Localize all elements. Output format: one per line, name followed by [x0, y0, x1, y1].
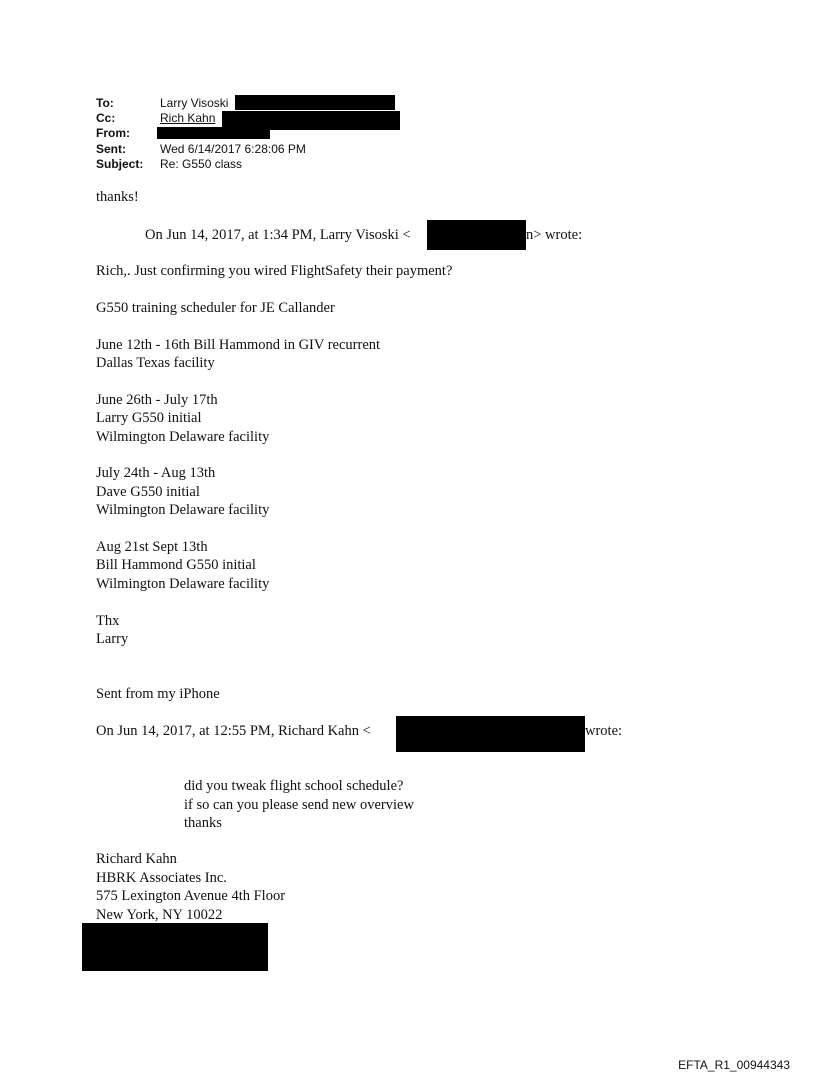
schedule-4-line-3: Wilmington Delaware facility: [96, 576, 270, 592]
reply-text: thanks!: [96, 189, 139, 205]
quote2-line-1: did you tweak flight school schedule?: [184, 778, 404, 794]
schedule-3-line-2: Dave G550 initial: [96, 484, 200, 500]
quote2-line-2: if so can you please send new overview: [184, 797, 414, 813]
quote2-intro-end: wrote:: [585, 723, 623, 739]
quote2-intro-start: On Jun 14, 2017, at 12:55 PM, Richard Kahn <: [96, 723, 371, 739]
signature-company: HBRK Associates Inc.: [96, 870, 227, 886]
to-label: To:: [96, 96, 114, 110]
schedule-4-line-1: Aug 21st Sept 13th: [96, 539, 208, 555]
subject-label: Subject:: [96, 156, 144, 171]
quote1-intro-end: n> wrote:: [526, 227, 583, 243]
schedule-4-line-2: Bill Hammond G550 initial: [96, 557, 256, 573]
thx-text: Thx: [96, 613, 120, 629]
redaction-quote1-email: [427, 220, 526, 250]
cc-label: Cc:: [96, 111, 116, 126]
to-value: Larry Visoski: [160, 96, 229, 110]
schedule-3-line-1: July 24th - Aug 13th: [96, 465, 216, 481]
cc-value[interactable]: Rich Kahn: [160, 111, 216, 126]
from-label: From:: [96, 126, 130, 141]
redaction-quote2-email: [396, 716, 585, 752]
schedule-2-line-1: June 26th - July 17th: [96, 392, 218, 408]
subject-value: Re: G550 class: [160, 156, 243, 171]
redaction-to: [235, 95, 395, 110]
quote1-intro-start: On Jun 14, 2017, at 1:34 PM, Larry Visoski <: [145, 227, 411, 243]
signature-name: Richard Kahn: [96, 851, 177, 867]
redaction-from: [157, 127, 270, 139]
redaction-signature-block: [82, 923, 268, 971]
signoff-larry: Larry: [96, 631, 129, 647]
schedule-1-line-1: June 12th - 16th Bill Hammond in GIV recurrent: [96, 337, 381, 353]
sent-from-iphone: Sent from my iPhone: [96, 686, 220, 702]
signature-address: 575 Lexington Avenue 4th Floor: [96, 888, 286, 904]
quote2-line-3: thanks: [184, 815, 222, 831]
schedule-1-line-2: Dallas Texas facility: [96, 355, 215, 371]
document-id: EFTA_R1_00944343: [678, 1058, 790, 1072]
subject-row: [96, 157, 306, 172]
schedule-2-line-2: Larry G550 initial: [96, 410, 202, 426]
schedule-3-line-3: Wilmington Delaware facility: [96, 502, 270, 518]
sent-row: [96, 142, 306, 157]
schedule-2-line-3: Wilmington Delaware facility: [96, 429, 270, 445]
sent-value: Wed 6/14/2017 6:28:06 PM: [160, 141, 306, 156]
quote1-line-2: G550 training scheduler for JE Callander: [96, 300, 335, 316]
signature-city: New York, NY 10022: [96, 907, 223, 923]
sent-label: Sent:: [96, 141, 126, 156]
quote1-line-1: Rich,. Just confirming you wired FlightSafety their payment?: [96, 263, 453, 279]
